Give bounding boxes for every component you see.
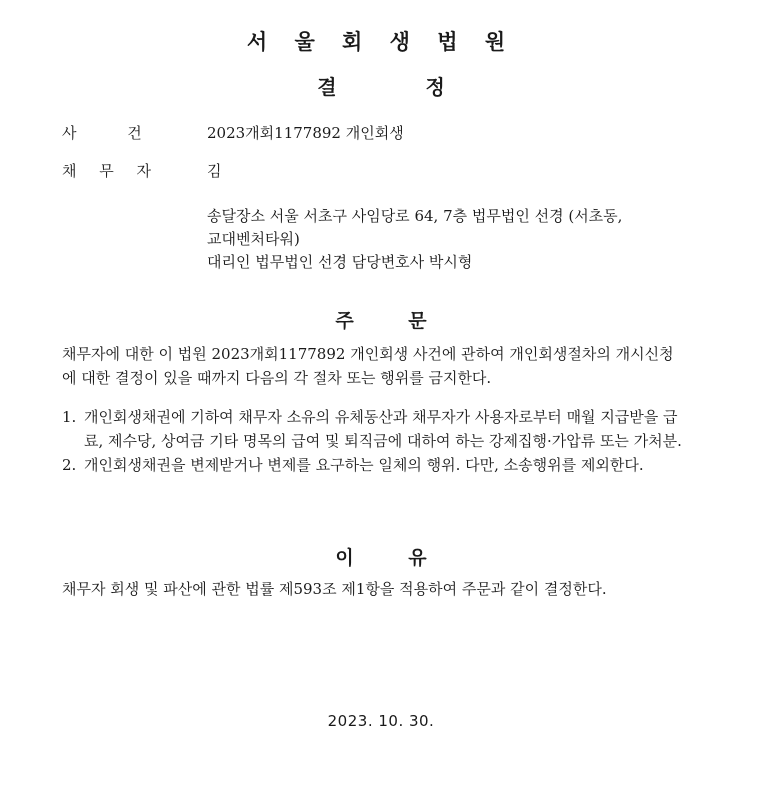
reason-heading: 이 유 bbox=[335, 547, 427, 569]
service-address-line1: 송달장소 서울 서초구 사임당로 64, 7층 법무법인 선경 (서초동, bbox=[207, 207, 623, 225]
document-title: 결 정 bbox=[317, 75, 445, 99]
decision-date: 2023. 10. 30. bbox=[327, 712, 435, 730]
list-item-number: 2. bbox=[62, 456, 77, 474]
list-item bbox=[62, 453, 682, 477]
list-item-text: 개인회생채권에 기하여 채무자 소유의 유체동산과 채무자가 사용자로부터 매월 지급받을 급료, 제수당, 상여금 기타 명목의 급여 및 퇴직금에 대하여 하는 강제집행·가압류 또는 가처분. bbox=[84, 408, 682, 450]
case-number: 2023개회1177892 개인회생 bbox=[207, 124, 404, 142]
prohibited-acts-list bbox=[62, 405, 682, 477]
reason-text: 채무자 회생 및 파산에 관한 법률 제593조 제1항을 적용하여 주문과 같이 결정한다. bbox=[62, 580, 607, 598]
debtor-name: 김 bbox=[207, 162, 222, 180]
list-item-number: 1. bbox=[62, 408, 77, 426]
court-name: 서 울 회 생 법 원 bbox=[246, 30, 516, 54]
legal-representative: 대리인 법무법인 선경 담당변호사 박시형 bbox=[207, 253, 473, 271]
order-heading: 주 문 bbox=[335, 310, 427, 332]
case-label: 사 건 bbox=[62, 124, 142, 142]
debtor-label: 채 무 자 bbox=[62, 162, 152, 180]
list-item bbox=[62, 405, 682, 453]
order-intro: 채무자에 대한 이 법원 2023개회1177892 개인회생 사건에 관하여 개인회생절차의 개시신청에 대한 결정이 있을 때까지 다음의 각 절차 또는 행위를 금지한다. bbox=[62, 345, 674, 387]
service-address-line2: 교대벤처타워) bbox=[207, 230, 300, 248]
list-item-text: 개인회생채권을 변제받거나 변제를 요구하는 일체의 행위. 다만, 소송행위를 제외한다. bbox=[84, 456, 644, 474]
